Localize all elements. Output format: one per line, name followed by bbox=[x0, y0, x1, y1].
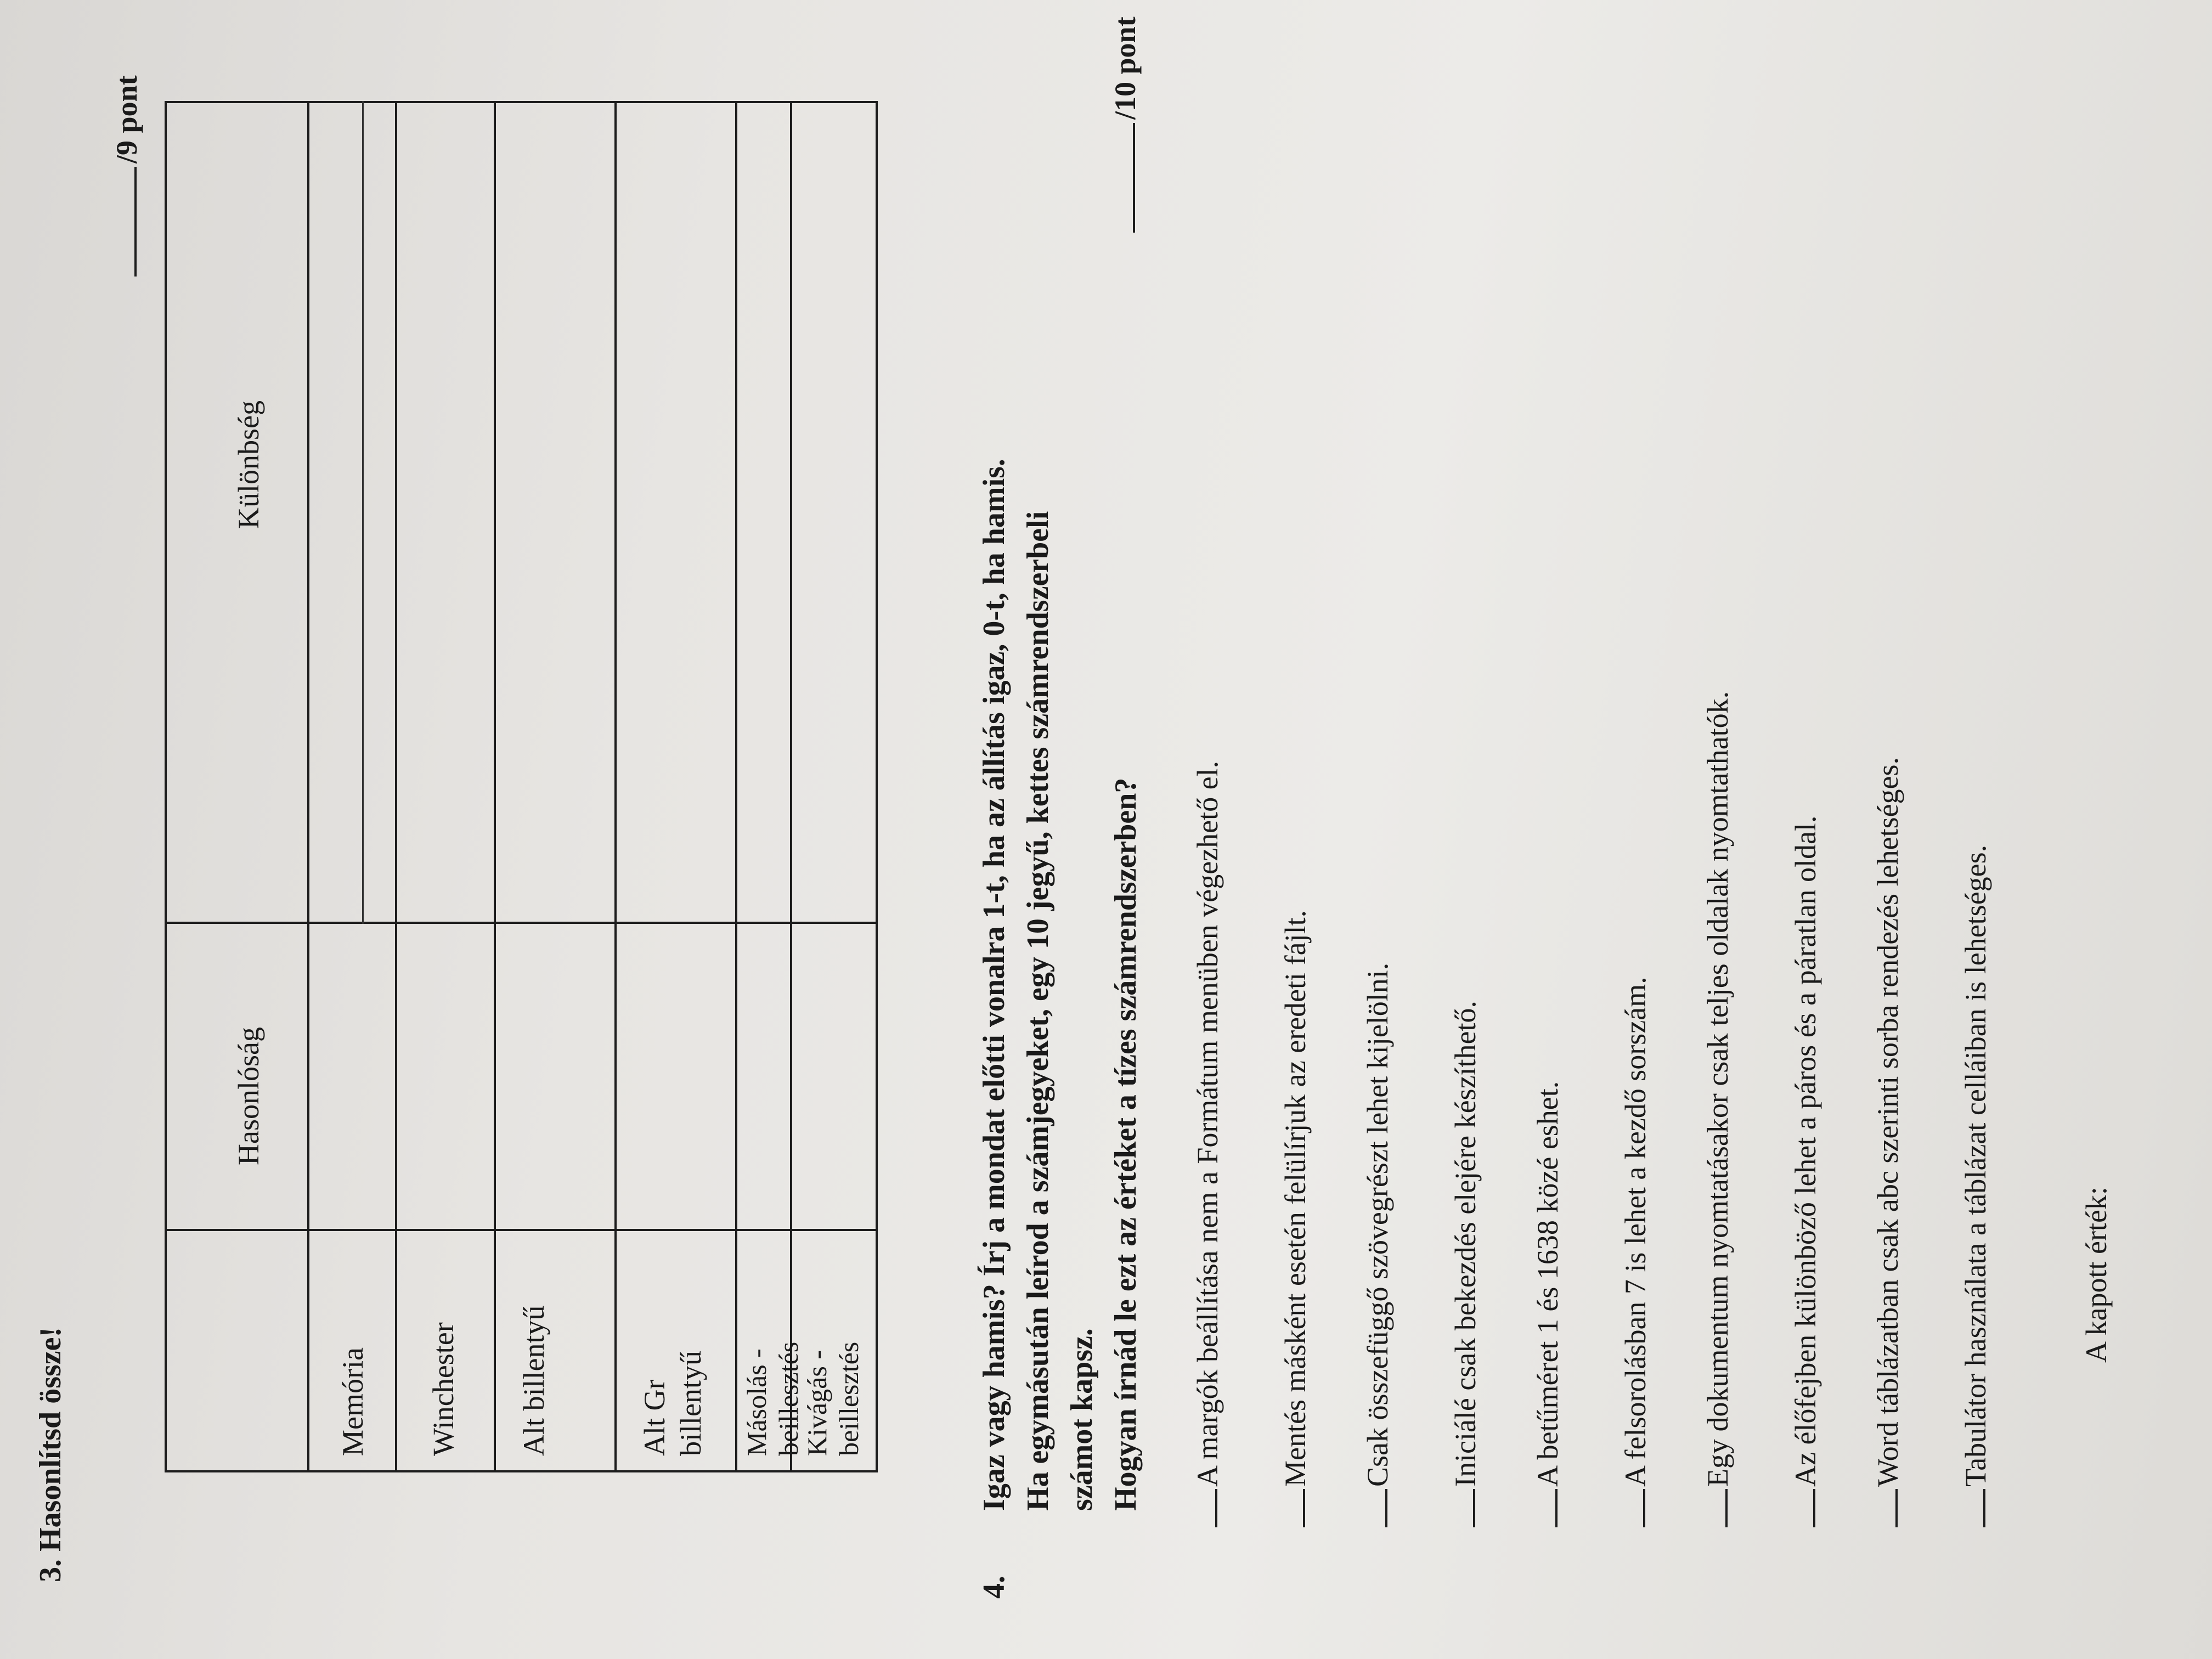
statement-5: A betűméret 1 és 1638 közé eshet. bbox=[1531, 1081, 1565, 1527]
section4-instruction-4: Hogyan írnád le ezt az értéket a tízes számrendszerben? bbox=[1109, 777, 1143, 1511]
row-label-altgr: Alt Gr billentyű bbox=[638, 1351, 707, 1456]
section4-instruction-3: számot kapsz. bbox=[1065, 1328, 1099, 1511]
statement-9: Word táblázatban csak abc szerinti sorba rendezés lehetséges. bbox=[1871, 757, 1905, 1527]
statement-10: Tabulátor használata a táblázat celláiban is lehetséges. bbox=[1959, 845, 1993, 1527]
row-label-winchester: Winchester bbox=[427, 1322, 460, 1456]
section4-instruction-1: Igaz vagy hamis? Írj a mondat előtti vonalra 1-t, ha az állítás igaz, 0-t, ha hamis. bbox=[977, 459, 1011, 1511]
section4-number: 4. bbox=[977, 1576, 1011, 1599]
section3-score: /9 pont bbox=[110, 75, 144, 276]
comparison-table bbox=[165, 101, 878, 1472]
row-label-kivagas: Kivágás - beillesztés bbox=[802, 1341, 864, 1456]
statement-1: A margók beállítása nem a Formátum menüben végezhető el. bbox=[1190, 761, 1224, 1527]
section4-instruction-2: Ha egymásután leírod a számjegyeket, egy 10 jegyű, kettes számrendszerbeli bbox=[1021, 511, 1055, 1511]
statement-8: Az élőfejben különböző lehet a páros és a páratlan oldal. bbox=[1788, 815, 1822, 1527]
row-label-alt: Alt billentyű bbox=[517, 1305, 550, 1456]
section4-score: /10 pont bbox=[1108, 16, 1142, 233]
header-hasonlosag: Hasonlóság bbox=[232, 1027, 265, 1165]
statement-7: Egy dokumentum nyomtatásakor csak teljes oldalak nyomtathatók. bbox=[1701, 691, 1735, 1527]
row-label-masolas: Másolás - beillesztés bbox=[741, 1341, 804, 1456]
header-kulonbseg: Különbség bbox=[232, 400, 265, 529]
section3-title: 3. Hasonlítsd össze! bbox=[33, 1327, 67, 1582]
answer-blank-4[interactable] bbox=[1451, 1489, 1475, 1527]
answer-blank-5[interactable] bbox=[1533, 1489, 1558, 1527]
statement-4: Iniciálé csak bekezdés elejére készíthető. bbox=[1448, 1001, 1482, 1527]
answer-blank-8[interactable] bbox=[1791, 1489, 1815, 1527]
statement-2: Mentés másként esetén felülírjuk az eredeti fájlt. bbox=[1278, 910, 1312, 1527]
answer-blank-10[interactable] bbox=[1961, 1489, 1985, 1527]
result-label: A kapott érték: bbox=[2080, 1187, 2113, 1363]
answer-blank-6[interactable] bbox=[1621, 1489, 1645, 1527]
row-label-memoria: Memória bbox=[336, 1347, 369, 1456]
answer-blank-7[interactable] bbox=[1703, 1489, 1728, 1527]
statement-3: Csak összefüggő szövegrészt lehet kijelölni. bbox=[1361, 963, 1395, 1527]
answer-blank-3[interactable] bbox=[1363, 1489, 1387, 1527]
answer-blank-1[interactable] bbox=[1193, 1489, 1217, 1527]
statement-6: A felsorolásban 7 is lehet a kezdő sorszám. bbox=[1618, 977, 1652, 1527]
answer-blank-9[interactable] bbox=[1874, 1489, 1898, 1527]
answer-blank-2[interactable] bbox=[1281, 1489, 1305, 1527]
